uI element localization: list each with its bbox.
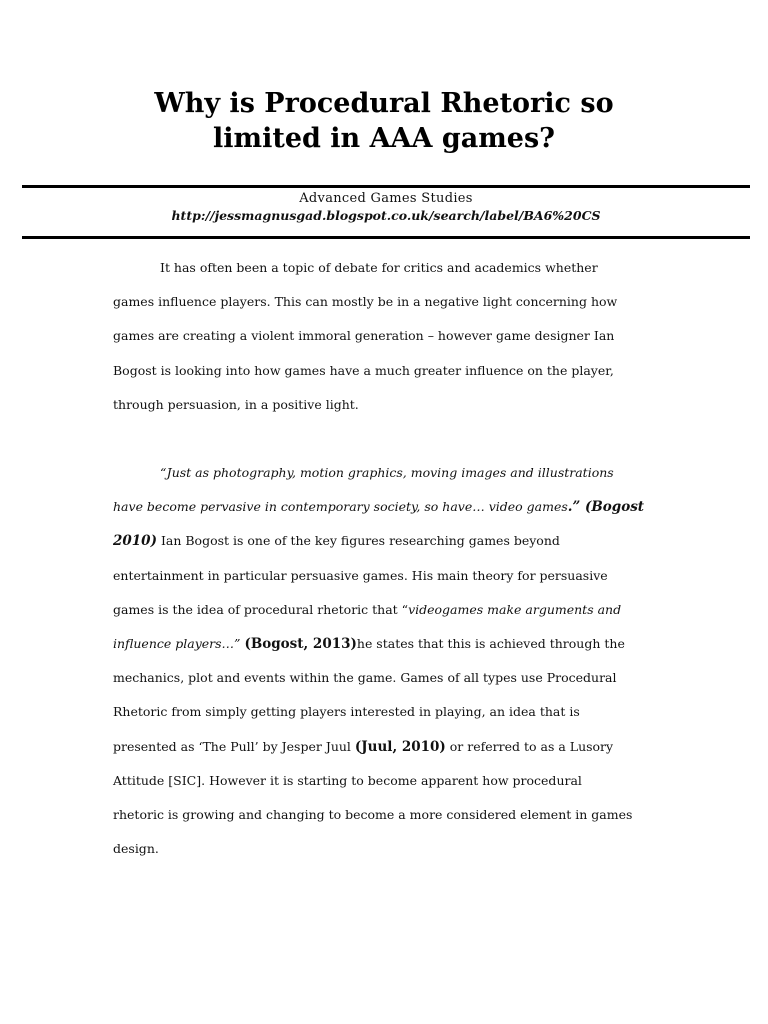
course-subtitle: Advanced Games Studies <box>299 191 473 206</box>
p2-line-12: design. <box>113 841 159 857</box>
paragraph-1 <box>113 251 658 422</box>
p2-line-8: Rhetoric from simply getting players interested in playing, an idea that is <box>113 704 580 720</box>
p1-line-2: games influence players. This can mostly be in a negative light concerning how <box>113 294 618 310</box>
p2-line-2: have become pervasive in contemporary society, so have… video games.” (Bogost <box>113 499 645 516</box>
paragraph-2 <box>113 456 658 866</box>
bottom-divider <box>22 236 750 239</box>
p1-line-3: games are creating a violent immoral generation – however game designer Ian <box>113 328 615 344</box>
p2-line-7: mechanics, plot and events within the game. Games of all types use Procedural <box>113 670 617 686</box>
p2-line-11: rhetoric is growing and changing to become a more considered element in games <box>113 807 633 823</box>
title-line-2: limited in AAA games? <box>213 123 555 154</box>
p1-line-4: Bogost is looking into how games have a much greater influence on the player, <box>113 362 614 378</box>
blog-url: http://jessmagnusgad.blogspot.co.uk/search/label/BA6%20CS <box>171 208 601 223</box>
p2-line-9: presented as ‘The Pull’ by Jesper Juul (Juul, 2010) or referred to as a Lusory <box>113 738 614 755</box>
p2-line-6: influence players…” (Bogost, 2013)he states that this is achieved through the <box>113 636 625 653</box>
p2-line-1: “Just as photography, motion graphics, moving images and illustrations <box>160 465 614 480</box>
title-line-1: Why is Procedural Rhetoric so <box>154 88 614 119</box>
citation-juul-2010: (Juul, 2010) <box>354 738 446 755</box>
p2-line-10: Attitude [SIC]. However it is starting to become apparent how procedural <box>113 772 582 788</box>
p2-line-5: games is the idea of procedural rhetoric that “videogames make arguments and <box>113 601 622 617</box>
citation-bogost-2013: (Bogost, 2013) <box>244 636 357 653</box>
p2-line-4: entertainment in particular persuasive games. His main theory for persuasive <box>113 567 608 583</box>
top-divider <box>22 185 750 188</box>
citation-bogost-2010: .” (Bogost <box>567 499 645 516</box>
document-title <box>60 86 708 156</box>
p2-line-3: 2010) Ian Bogost is one of the key figures researching games beyond <box>113 533 560 550</box>
p1-line-5: through persuasion, in a positive light. <box>113 396 359 412</box>
p1-line-1: It has often been a topic of debate for critics and academics whether <box>160 260 598 275</box>
